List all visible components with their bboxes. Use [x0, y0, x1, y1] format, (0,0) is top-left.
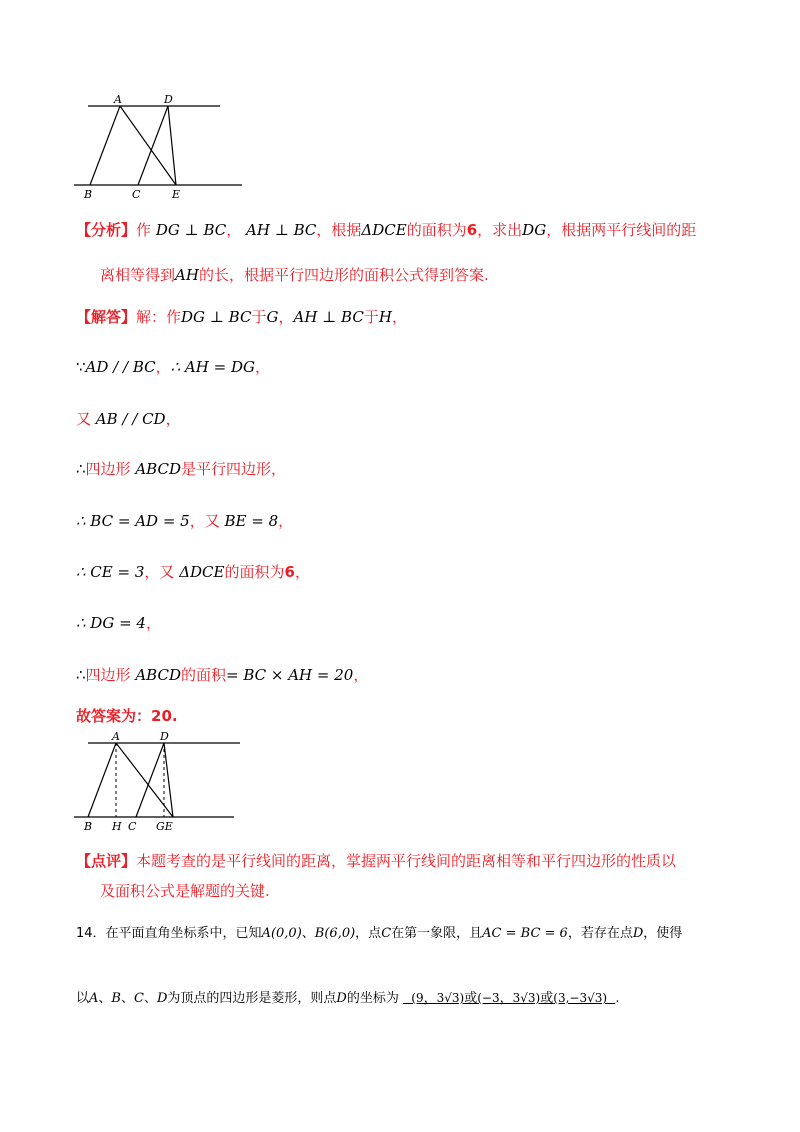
solution-step-4: ∴ BC = AD = 5，又 BE = 8，	[76, 512, 294, 530]
label-E: E	[172, 188, 181, 201]
q14-line-2: 以A、B、C、D为顶点的四边形是菱形，则点D的坐标为 (9，3√3)或(−3，3√3)或(3,−3√3) .	[76, 991, 620, 1006]
solution-step-3: ∴四边形 ABCD是平行四边形，	[76, 460, 286, 478]
comment-line-1: 【点评】本题考查的是平行线间的距离，掌握两平行线间的距离相等和平行四边形的性质以	[76, 852, 677, 870]
solution-answer: 故答案为：20.	[76, 707, 178, 725]
q14-number: 14．	[76, 926, 106, 941]
solution-step-5: ∴ CE = 3，又 ΔDCE的面积为6，	[76, 563, 310, 581]
label2-GE: GE	[156, 820, 173, 833]
solution-step-2: 又 AB / / CD，	[76, 410, 181, 428]
label2-H: H	[112, 820, 122, 833]
solution-intro: 【解答】解：作DG ⊥ BC于G，AH ⊥ BC于H，	[76, 308, 407, 326]
label-C: C	[132, 188, 141, 201]
analysis-tag: 【分析】	[76, 221, 137, 239]
label-B: B	[84, 188, 93, 201]
solution-step-7: ∴四边形 ABCD的面积= BC × AH = 20，	[76, 666, 369, 684]
label-D: D	[164, 93, 173, 106]
figure-parallelogram-1	[70, 92, 250, 202]
label2-C: C	[128, 820, 137, 833]
analysis-line-2: 离相等得到AH的长，根据平行四边形的面积公式得到答案.	[100, 266, 489, 284]
q14-answer: (9，3√3)或(−3，3√3)或(3,−3√3)	[411, 991, 608, 1006]
label2-A: A	[112, 730, 120, 743]
q14-line-1: 14．在平面直角坐标系中，已知A(0,0)、B(6,0)，点C在第一象限，且AC = BC = 6，若存在点D，使得	[76, 926, 683, 941]
label2-B: B	[84, 820, 93, 833]
solution-step-6: ∴ DG = 4，	[76, 614, 161, 632]
comment-line-2: 及面积公式是解题的关键.	[100, 882, 270, 900]
comment-tag: 【点评】	[76, 852, 137, 870]
analysis-line-1: 【分析】作 DG ⊥ BC， AH ⊥ BC，根据ΔDCE的面积为6，求出DG，根据两平行线间的距	[76, 221, 697, 239]
label2-D: D	[160, 730, 169, 743]
label-A: A	[114, 93, 122, 106]
solution-tag: 【解答】	[76, 308, 137, 326]
figure-parallelogram-2	[70, 728, 250, 838]
solution-step-1: ∵AD / / BC，∴ AH = DG，	[76, 358, 270, 376]
